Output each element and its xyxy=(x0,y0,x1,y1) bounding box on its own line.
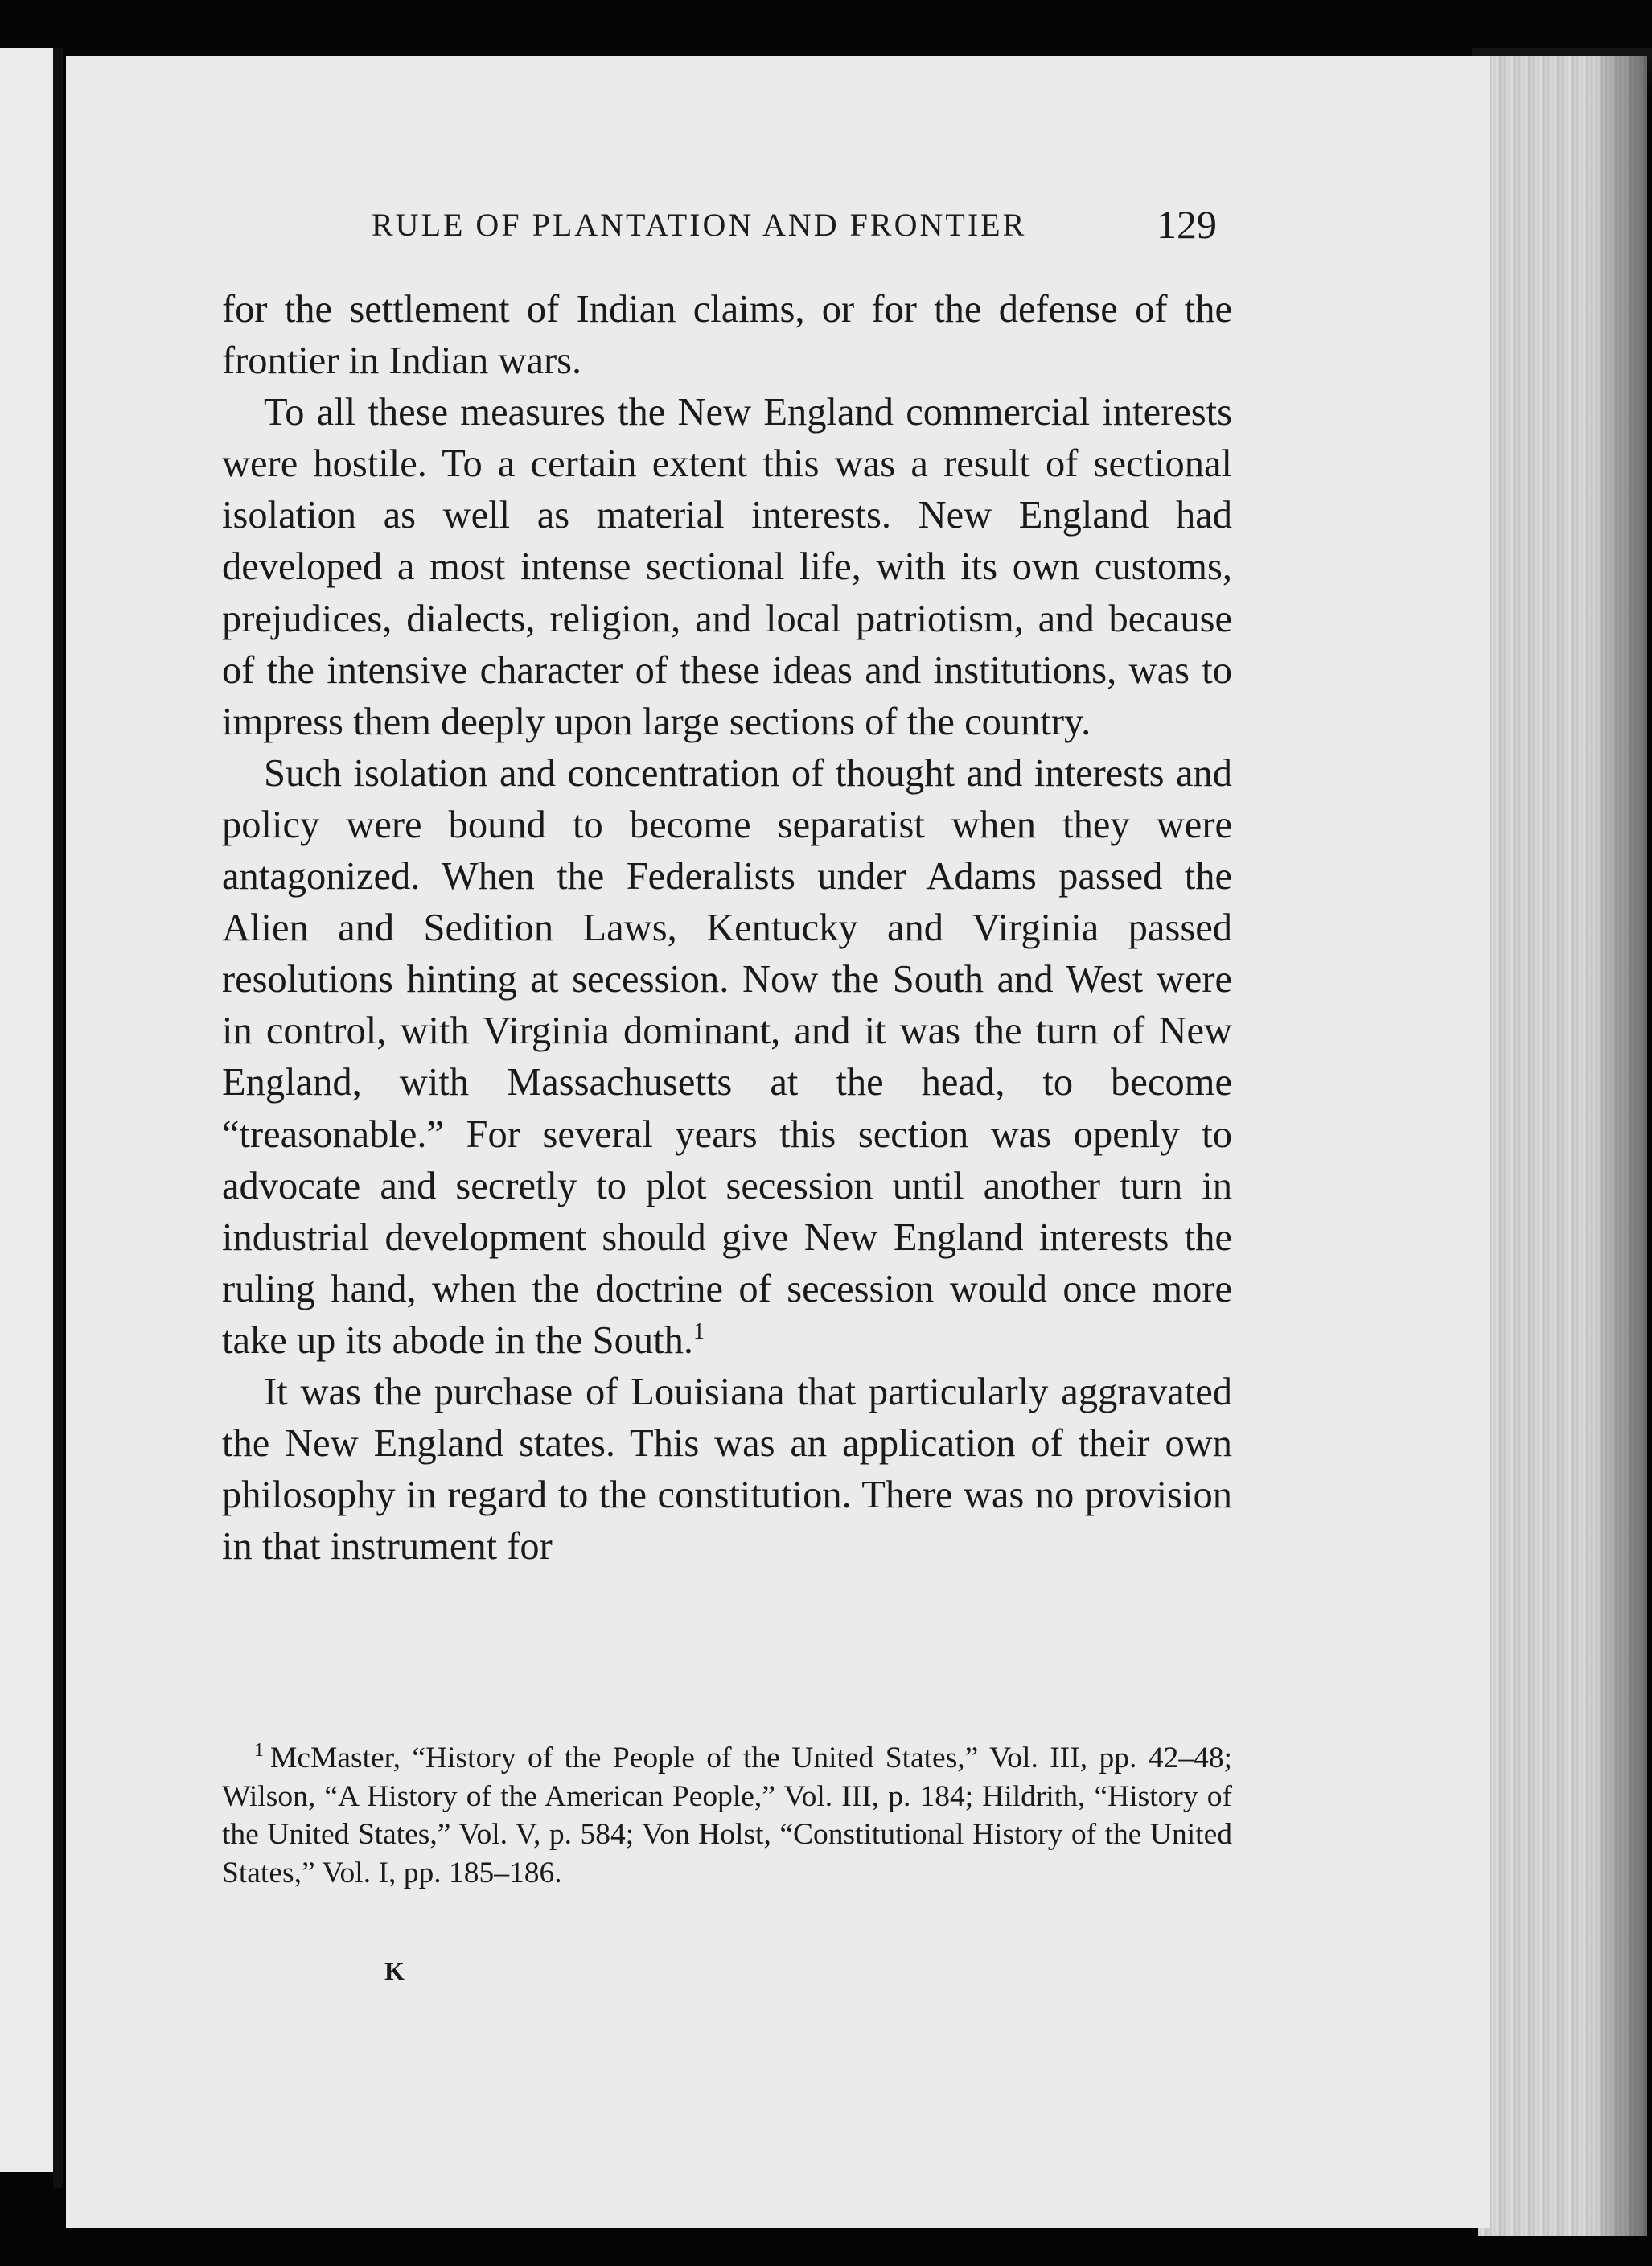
footnote-number: 1 xyxy=(254,1740,264,1761)
paragraph-1: for the settlement of Indian claims, or for the defense of the frontier in Indian wars. xyxy=(222,288,1232,383)
page-stack-edge xyxy=(1478,56,1647,2236)
paragraph-4: It was the purchase of Louisiana that particularly aggravated the New England states. This was an application of their own philosophy in regard to the constitution. There was no provision in that instrument for xyxy=(222,1370,1232,1569)
page-number: 129 xyxy=(1157,202,1217,247)
footnote xyxy=(222,1739,1232,1892)
paragraph-3 xyxy=(222,748,1232,1367)
running-header: RULE OF PLANTATION AND FRONTIER xyxy=(372,207,1027,243)
facing-page-edge xyxy=(0,48,58,2172)
footnote-reference: 1 xyxy=(692,1318,705,1344)
book-gutter xyxy=(53,48,63,2188)
paragraph-3-text: Such isolation and concentration of thought and interests and policy were bound to become separatist when they were antagonized. When the Federalists under Adams passed the Alien and Sedition Laws, Kentucky and Virginia passed resolutions hinting at secession. Now the South and West were in control, with Virginia dominant, and it was the turn of New England, with Massachusetts at the head, to become “treasonable.” For several years this section was openly to advocate and secretly to plot secession until another turn in industrial development should give New England interests the ruling hand, when the doctrine of secession would once more take up its abode in the South. xyxy=(222,751,1232,1362)
paragraph-2: To all these measures the New England commercial interests were hostile. To a certain extent this was a result of sectional isolation as well as material interests. New England had developed a most intense sectional life, with its own customs, prejudices, dialects, religion, and local patriotism, and because of the intensive character of these ideas and institutions, was to impress them deeply upon large sections of the country. xyxy=(222,391,1232,743)
footnote-text: McMaster, “History of the People of the United States,” Vol. III, pp. 42–48; Wilson, “A History of the American People,” Vol. III, p. 184; Hildrith, “History of the United States,” Vol. V, p. 584; Von Holst, “Constitutional History of the United States,” Vol. I, pp. 185–186. xyxy=(222,1742,1232,1890)
printer-signature-mark: K xyxy=(384,1956,405,1985)
footnote-entry xyxy=(222,1739,1232,1892)
body-text xyxy=(222,284,1232,1573)
